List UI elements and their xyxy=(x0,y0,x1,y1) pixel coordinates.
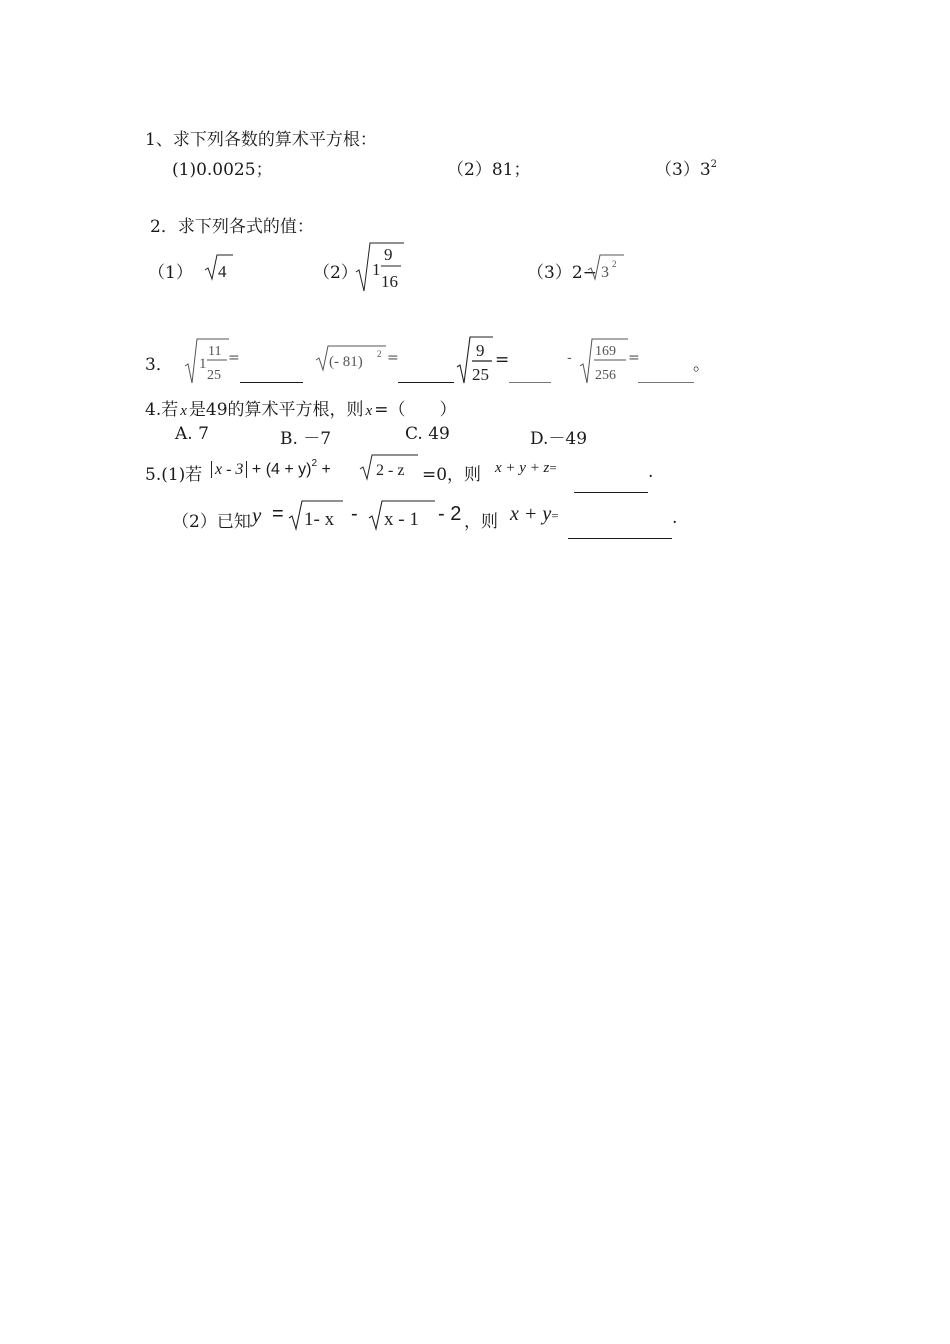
q2-part-3-radical xyxy=(586,252,626,282)
q5-part-2-target xyxy=(510,503,559,526)
q3-expr-2-inner: (- 81) xyxy=(329,354,363,370)
q3-blank-4[interactable] xyxy=(638,368,694,388)
q2-part-1-radical xyxy=(203,252,235,282)
q2-part-1-radicand: 4 xyxy=(218,262,227,281)
q5-part-2-radical-1 xyxy=(287,498,345,532)
q5-part-1-prefix: 5.(1)若 xyxy=(145,465,203,485)
q4-eq: =（ ） xyxy=(374,400,457,420)
q3-blank-1[interactable] xyxy=(240,368,303,388)
q4-mid: 是49的算术平方根，则 xyxy=(188,400,364,420)
q3-blank-3[interactable] xyxy=(509,368,551,388)
q5-part-2-tail: - 2 xyxy=(438,503,462,525)
q2-title: 2．求下列各式的值： xyxy=(150,217,314,237)
q3-expr-1-den: 25 xyxy=(207,368,221,383)
q5-part-2-target-text: x + y xyxy=(510,503,552,525)
q1-part-3-text: （3）3 xyxy=(655,160,711,180)
q5-part-1-target-text: x + y + z xyxy=(495,460,550,476)
q4-option-c[interactable]: C. 49 xyxy=(405,424,450,444)
q2-part-2-whole: 1 xyxy=(372,260,381,279)
q4-var: x xyxy=(180,403,187,419)
q2-part-1-label: （1） xyxy=(148,263,193,283)
q5-part-1-expr xyxy=(211,458,331,479)
q5-part-2-y: y xyxy=(252,503,262,527)
q5-part-1-exp: 2 xyxy=(311,458,318,469)
q3-expr-3 xyxy=(455,334,495,386)
q3-eq-4: = xyxy=(628,350,640,366)
q5-part-2-radicand-2: x - 1 xyxy=(384,509,419,530)
q4-stem xyxy=(145,395,456,420)
q2-part-3-base: 3 xyxy=(601,264,609,281)
q5-part-2-eq: = xyxy=(272,503,284,525)
q5-part-1-end: . xyxy=(648,462,654,482)
q5-part-2-minus: - xyxy=(351,503,358,525)
q5-part-1-abs: x - 3 xyxy=(211,461,247,478)
q1-title: 1、求下列各数的算术平方根： xyxy=(145,130,377,150)
q3-expr-4-den: 256 xyxy=(595,368,616,383)
q3-expr-2-exp: 2 xyxy=(377,349,382,359)
q2-part-2-den: 16 xyxy=(381,272,398,291)
q2-part-2-radical xyxy=(354,240,406,294)
q3-expr-2 xyxy=(314,343,388,373)
q5-part-2-end: . xyxy=(672,508,678,528)
q4-option-a[interactable]: A. 7 xyxy=(175,424,209,444)
q1-part-1: (1)0.0025； xyxy=(172,160,273,180)
q1-part-2: （2）81； xyxy=(447,160,531,180)
q3-expr-3-num: 9 xyxy=(476,341,485,360)
q2-part-2-label: （2） xyxy=(313,263,358,283)
q3-expr-4-sign: - xyxy=(567,350,572,366)
q5-part-2-prefix: （2）已知 xyxy=(172,512,251,532)
q2-part-3-label: （3）2− xyxy=(527,263,597,283)
q3-number: 3． xyxy=(145,355,173,375)
q5-part-1-radical xyxy=(358,452,420,482)
q5-part-2-radicand-1: 1- x xyxy=(304,509,335,530)
q5-part-2-blank[interactable] xyxy=(568,524,672,544)
q5-part-1-blank[interactable] xyxy=(574,478,648,498)
q3-eq-2: = xyxy=(387,350,399,366)
q5-part-1-paren: (4 + y) xyxy=(265,461,312,478)
q3-expr-4 xyxy=(578,336,630,386)
q5-part-1-plus-2: + xyxy=(321,461,331,478)
q2-part-2-num: 9 xyxy=(384,245,393,264)
q2-part-3-exp: 2 xyxy=(612,259,617,269)
q3-expr-1-whole: 1 xyxy=(199,356,207,372)
q5-part-1-eq: =0，则 xyxy=(422,465,482,485)
q3-eq-1: = xyxy=(228,350,240,366)
q4-prefix: 4.若 xyxy=(145,400,179,420)
q5-part-1-target-eq: = xyxy=(549,460,557,475)
q5-part-1-radicand: 2 - z xyxy=(376,462,405,479)
q3-eq-3: = xyxy=(495,350,510,370)
q3-expr-3-den: 25 xyxy=(472,365,489,384)
q4-var-2: x xyxy=(365,403,373,419)
q5-part-1-plus: + xyxy=(251,461,262,478)
q5-part-2-radical-2 xyxy=(367,498,437,532)
q5-part-1-target xyxy=(495,460,557,477)
q1-part-3-exp: 2 xyxy=(710,159,718,170)
q3-end: 。 xyxy=(693,355,710,375)
q5-part-2-target-eq: = xyxy=(551,508,559,523)
q3-blank-2[interactable] xyxy=(398,368,454,388)
q3-expr-1-num: 11 xyxy=(208,344,222,359)
q3-expr-4-num: 169 xyxy=(595,344,616,359)
q4-option-b[interactable]: B. －7 xyxy=(280,429,332,449)
q1-part-3 xyxy=(655,155,717,180)
q4-option-d[interactable]: D.－49 xyxy=(530,429,588,449)
q5-part-2-then: ，则 xyxy=(464,512,498,532)
q3-expr-1 xyxy=(183,336,231,386)
